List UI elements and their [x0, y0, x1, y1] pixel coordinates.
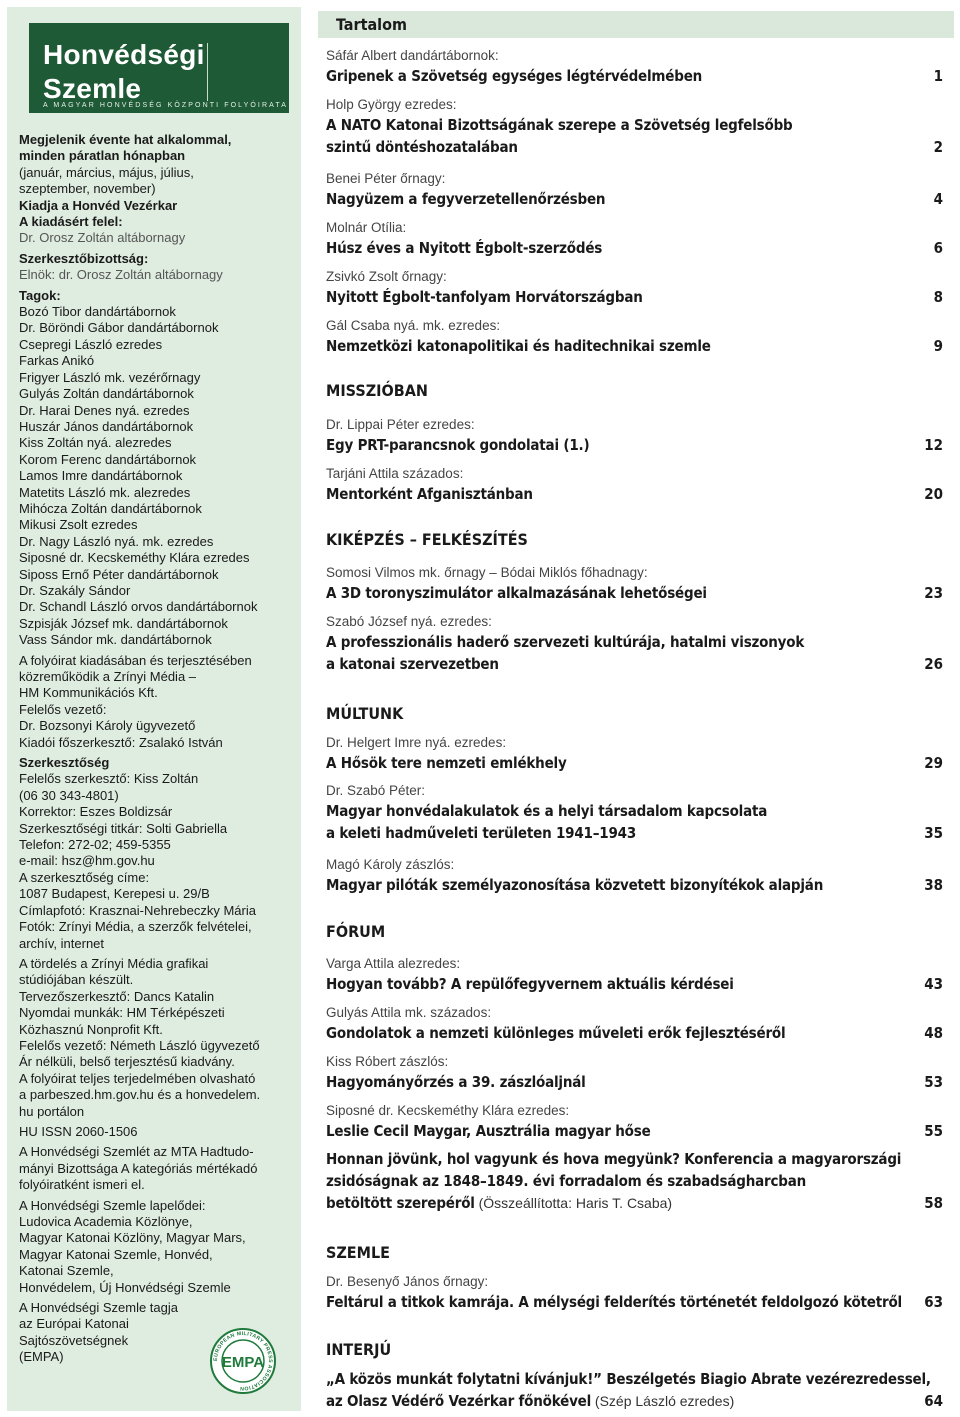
- toc-entry-title: [326, 286, 943, 308]
- toc-entry-title-text: Nemzetközi katonapolitikai és haditechnikai szemle: [326, 337, 711, 355]
- imprint-line: archív, internet: [19, 935, 105, 951]
- masthead-title-line1: Honvédségi: [43, 39, 205, 70]
- toc-entry-title-text: A NATO Katonai Bizottságának szerepe a Szövetség legfelsőbb: [326, 116, 793, 134]
- toc-entry-title-text: A Hősök tere nemzeti emlékhely: [326, 754, 567, 772]
- imprint-line: Felelős szerkesztő: Kiss Zoltán: [19, 771, 199, 787]
- toc-entry[interactable]: [326, 1053, 943, 1093]
- toc-entry-title-text: a katonai szervezetben: [326, 655, 499, 673]
- toc-entry-title-text: A 3D toronyszimulátor alkalmazásának lehetőségei: [326, 584, 707, 602]
- toc-entry[interactable]: [326, 219, 943, 259]
- imprint-line: Elnök: dr. Orosz Zoltán altábornagy: [19, 267, 223, 283]
- toc-entry[interactable]: [326, 782, 943, 844]
- toc-entry[interactable]: [326, 564, 943, 604]
- toc-entry[interactable]: [326, 96, 943, 158]
- toc-entry-author: Zsivkó Zsolt őrnagy:: [326, 269, 447, 284]
- toc-entry-title-text: Húsz éves a Nyitott Égbolt-szerződés: [326, 239, 603, 257]
- imprint-line: Dr. Nagy László nyá. mk. ezredes: [19, 533, 214, 549]
- imprint-line: Szpisják József mk. dandártábornok: [19, 615, 228, 631]
- toc-entry-credit: (Szép László ezredes): [591, 1393, 735, 1409]
- imprint-line: Megjelenik évente hat alkalommal,: [19, 132, 232, 147]
- toc-entry-page-number: 29: [924, 754, 943, 772]
- toc-entry-title-text: Gondolatok a nemzeti különleges műveleti erők fejlesztéséről: [326, 1024, 786, 1042]
- imprint-line: Huszár János dandártábornok: [19, 418, 194, 434]
- imprint-line: A Honvédségi Szemle tagja: [19, 1300, 178, 1316]
- toc-entry-title: [326, 822, 943, 844]
- toc-entry-title: [326, 1120, 943, 1142]
- toc-entry-title: [326, 188, 943, 210]
- imprint-line: Farkas Anikó: [19, 353, 95, 369]
- toc-entry-title: [326, 335, 943, 357]
- imprint-line: (január, március, május, július,: [19, 164, 194, 180]
- toc-section-heading: KIKÉPZÉS – FELKÉSZÍTÉS: [326, 530, 528, 549]
- imprint-line: Katonai Szemle,: [19, 1263, 114, 1279]
- toc-entry-title-text: Feltárul a titkok kamrája. A mélységi felderítés történetét feldolgozó kötetről: [326, 1293, 902, 1311]
- toc-entry[interactable]: [326, 1273, 943, 1313]
- toc-entry-title: [326, 752, 943, 774]
- toc-entry[interactable]: [326, 1148, 943, 1214]
- toc-entry-page-number: 58: [924, 1194, 943, 1212]
- toc-section-heading: SZEMLE: [326, 1243, 390, 1262]
- masthead-divider: [207, 43, 208, 101]
- imprint-line: Dr. Szakály Sándor: [19, 582, 131, 598]
- toc-entry[interactable]: [326, 1102, 943, 1142]
- toc-header: [318, 11, 954, 38]
- imprint-line: Siposs Ernő Péter dandártábornok: [19, 566, 219, 582]
- toc-entry-page-number: 38: [924, 876, 943, 894]
- toc-entry-title: [326, 582, 943, 604]
- emblem-text: EMPA: [221, 1354, 265, 1371]
- imprint-line: Csepregi László ezredes: [19, 336, 163, 352]
- toc-entry-title: [326, 1071, 943, 1093]
- toc-entry[interactable]: [326, 955, 943, 995]
- imprint-line: Fotók: Zrínyi Média, a szerzők felvételei,: [19, 919, 252, 935]
- toc-entry-title: [326, 800, 943, 822]
- imprint-line: Nyomdai munkák: HM Térképészeti: [19, 1005, 225, 1021]
- toc-entry-author: Dr. Besenyő János őrnagy:: [326, 1274, 489, 1289]
- toc-entry-title-text: „A közös munkát folytatni kívánjuk!” Beszélgetés Biagio Abrate vezérezredessel,: [326, 1370, 931, 1388]
- imprint-line: Dr. Orosz Zoltán altábornagy: [19, 230, 186, 246]
- empa-emblem: [209, 1327, 277, 1395]
- imprint-line: Címlapfotó: Krasznai-Nehrebeczky Mária: [19, 902, 256, 918]
- imprint-line: Dr. Böröndi Gábor dandártábornok: [19, 320, 219, 336]
- toc-entry-page-number: 1: [933, 67, 943, 85]
- masthead-subtitle: A MAGYAR HONVÉDSÉG KÖZPONTI FOLYÓIRATA: [43, 102, 288, 109]
- imprint-line: Szerkesztőségi titkár: Solti Gabriella: [19, 820, 228, 836]
- toc-entry-title-text: szintű döntéshozatalában: [326, 138, 518, 156]
- toc-entry-title: [326, 1390, 943, 1412]
- imprint-line: hu portálon: [19, 1103, 85, 1119]
- toc-entry-title-text: Honnan jövünk, hol vagyunk és hova megyünk? Konferencia a magyarországi: [326, 1150, 902, 1168]
- toc-entry-page-number: 63: [924, 1293, 943, 1311]
- toc-entry-author: Tarjáni Attila százados:: [326, 466, 464, 481]
- toc-entry-page-number: 2: [933, 138, 943, 156]
- toc-entry[interactable]: [326, 613, 943, 675]
- toc-entry-author: Gál Csaba nyá. mk. ezredes:: [326, 318, 501, 333]
- toc-entry-title: [326, 65, 943, 87]
- toc-entry[interactable]: [326, 47, 943, 87]
- imprint-line: (EMPA): [19, 1349, 64, 1365]
- imprint-line: Magyar Katonai Közlöny, Magyar Mars,: [19, 1230, 246, 1246]
- imprint-line: stúdiójában készült.: [19, 972, 134, 988]
- imprint-line: Szerkesztőség: [19, 755, 110, 771]
- toc-entry-title: [326, 1291, 943, 1313]
- toc-entry-author: Dr. Helgert Imre nyá. ezredes:: [326, 735, 507, 750]
- toc-entry-title: [326, 874, 943, 896]
- imprint-line: Matetits László mk. alezredes: [19, 484, 191, 500]
- imprint-line: Korom Ferenc dandártábornok: [19, 451, 197, 467]
- toc-entry-page-number: 23: [924, 584, 943, 602]
- imprint-line: 1087 Budapest, Kerepesi u. 29/B: [19, 886, 210, 902]
- toc-entry-title-text: zsidóságnak az 1848–1849. évi forradalom és szabadságharcban: [326, 1172, 807, 1190]
- imprint-line: HM Kommunikációs Kft.: [19, 685, 158, 701]
- imprint-line: szeptember, november): [19, 181, 156, 197]
- imprint-line: Tagok:: [19, 287, 61, 303]
- toc-entry-author: Gulyás Attila mk. százados:: [326, 1005, 492, 1020]
- imprint-line: A folyóirat teljes terjedelmében olvasható: [19, 1070, 256, 1086]
- imprint-line: A kiadásért felel:: [19, 214, 123, 230]
- emblem-ring-text: EUROPEAN MILITARY PRESS ASSOCIATION: [212, 1330, 274, 1392]
- imprint-line: Dr. Schandl László orvos dandártábornok: [19, 599, 258, 615]
- imprint-line: Dr. Bozsonyi Károly ügyvezető: [19, 718, 196, 734]
- toc-entry-author: Holp György ezredes:: [326, 97, 457, 112]
- toc-entry-title-text: Hagyományőrzés a 39. zászlóaljnál: [326, 1073, 586, 1091]
- imprint-line: Kiadja a Honvéd Vezérkar: [19, 197, 178, 213]
- imprint-line: A tördelés a Zrínyi Média grafikai: [19, 955, 209, 971]
- toc-entry-author: Molnár Otília:: [326, 220, 407, 235]
- toc-entry[interactable]: [326, 465, 943, 505]
- imprint-line: Felelős vezető: Németh László ügyvezető: [19, 1037, 260, 1053]
- toc-entry-page-number: 43: [924, 975, 943, 993]
- imprint-line: Siposné dr. Kecskeméthy Klára ezredes: [19, 550, 250, 566]
- toc-entry-title-text: Nagyüzem a fegyverzetellenőrzésben: [326, 190, 606, 208]
- imprint-line: Vass Sándor mk. dandártábornok: [19, 632, 212, 648]
- toc-entry-page-number: 4: [933, 190, 943, 208]
- toc-entry[interactable]: [326, 170, 943, 210]
- toc-entry-author: Sáfár Albert dandártábornok:: [326, 48, 499, 63]
- toc-section-heading: FÓRUM: [326, 922, 386, 941]
- toc-entry-title-text: betöltött szerepéről: [326, 1194, 475, 1212]
- toc-entry[interactable]: [326, 1004, 943, 1044]
- imprint-line: A folyóirat kiadásában és terjesztésében: [19, 652, 252, 668]
- imprint-line: közreműködik a Zrínyi Média –: [19, 669, 197, 684]
- imprint-line: Mikusi Zsolt ezredes: [19, 517, 138, 533]
- toc-entry-title-text: Egy PRT-parancsnok gondolatai (1.): [326, 436, 590, 454]
- toc-entry[interactable]: [326, 317, 943, 357]
- toc-entry-title-text: Hogyan tovább? A repülőfegyvernem aktuális kérdései: [326, 975, 734, 993]
- toc-entry-title-text: az Olasz Védérő Vezérkar főnökével: [326, 1392, 592, 1410]
- imprint-line: a parbeszed.hm.gov.hu és a honvedelem.: [19, 1087, 261, 1103]
- toc-entry-page-number: 53: [924, 1073, 943, 1091]
- toc-entry-title-text: Nyitott Égbolt-tanfolyam Horvátországban: [326, 288, 643, 306]
- toc-entry-title: [326, 114, 943, 136]
- imprint-line: Szerkesztőbizottság:: [19, 250, 149, 266]
- toc-entry-author: Dr. Szabó Péter:: [326, 783, 426, 798]
- toc-entry[interactable]: [326, 734, 943, 774]
- imprint-line: Telefon: 272-02; 459-5355: [19, 837, 171, 853]
- imprint-line: az Európai Katonai: [19, 1316, 129, 1332]
- toc-entry-title-text: Magyar honvédalakulatok és a helyi társadalom kapcsolata: [326, 802, 768, 820]
- toc-entry-title: [326, 483, 943, 505]
- toc-entry-author: Varga Attila alezredes:: [326, 956, 461, 971]
- toc-entry[interactable]: [326, 1368, 943, 1412]
- toc-entry-page-number: 26: [924, 655, 943, 673]
- toc-entry-title-text: a keleti hadműveleti területen 1941–1943: [326, 824, 637, 842]
- imprint-line: Ár nélküli, belső terjesztésű kiadvány.: [19, 1054, 235, 1070]
- toc-entry-author: Somosi Vilmos mk. őrnagy – Bódai Miklós főhadnagy:: [326, 565, 648, 580]
- toc-entry-author: Magó Károly zászlós:: [326, 857, 455, 872]
- toc-entry-page-number: 20: [924, 485, 943, 503]
- toc-entry-title: [326, 237, 943, 259]
- toc-entry-title-text: Leslie Cecil Maygar, Ausztrália magyar hőse: [326, 1122, 651, 1140]
- masthead-title-line2: Szemle: [43, 73, 142, 104]
- toc-entry-author: Siposné dr. Kecskeméthy Klára ezredes:: [326, 1103, 570, 1118]
- toc-entry-title: [326, 434, 943, 456]
- toc-entry-page-number: 9: [933, 337, 943, 355]
- toc-entry-title-text: Magyar pilóták személyazonosítása közvetett bizonyítékok alapján: [326, 876, 824, 894]
- imprint-line: Ludovica Academia Közlönye,: [19, 1214, 193, 1229]
- toc-entry-title-text: Gripenek a Szövetség egységes légtérvédelmében: [326, 67, 703, 85]
- toc-entry-author: Benei Péter őrnagy:: [326, 171, 446, 186]
- toc-title: Tartalom: [336, 15, 407, 34]
- toc-entry-title: [326, 653, 943, 675]
- toc-entry-title: [326, 631, 943, 653]
- imprint-line: Kiss Zoltán nyá. alezredes: [19, 435, 172, 451]
- toc-entry-page-number: 48: [924, 1024, 943, 1042]
- imprint-line: Felelős vezető:: [19, 701, 107, 717]
- imprint-line: mányi Bizottsága A kategóriás mértékadó: [19, 1160, 258, 1176]
- imprint-line: Bozó Tibor dandártábornok: [19, 304, 176, 320]
- imprint-line: folyóiratként ismeri el.: [19, 1177, 145, 1193]
- toc-entry-title: [326, 136, 943, 158]
- toc-entry-author: Kiss Róbert zászlós:: [326, 1054, 449, 1069]
- imprint-line: Kiadói főszerkesztő: Zsalakó István: [19, 734, 223, 750]
- masthead: [29, 23, 289, 113]
- table-of-contents: [318, 7, 954, 1411]
- toc-entry-title-text: A professzionális haderő szervezeti kultúrája, hatalmi viszonyok: [326, 633, 805, 651]
- toc-entry-credit: (Összeállította: Haris T. Csaba): [474, 1195, 673, 1211]
- toc-entry-page-number: 6: [933, 239, 943, 257]
- imprint-text: [19, 132, 295, 1366]
- imprint-line: Mihócza Zoltán dandártábornok: [19, 500, 202, 516]
- imprint-line: A szerkesztőség címe:: [19, 869, 150, 885]
- toc-section-heading: MISSZIÓBAN: [326, 381, 428, 400]
- toc-entry-page-number: 35: [924, 824, 943, 842]
- imprint-line: (06 30 343-4801): [19, 787, 119, 803]
- toc-entry-page-number: 64: [924, 1392, 943, 1410]
- imprint-line: Korrektor: Eszes Boldizsár: [19, 804, 173, 820]
- imprint-line: A Honvédségi Szemlét az MTA Hadtudo-: [19, 1144, 254, 1160]
- imprint-line: Gulyás Zoltán dandártábornok: [19, 386, 194, 402]
- imprint-line: Honvédelem, Új Honvédségi Szemle: [19, 1279, 231, 1295]
- imprint-line: Sajtószövetségnek: [19, 1332, 129, 1348]
- toc-entry-page-number: 8: [933, 288, 943, 306]
- imprint-sidebar: [7, 7, 301, 1411]
- imprint-line: Dr. Harai Denes nyá. ezredes: [19, 402, 190, 418]
- toc-entry-title-text: Mentorként Afganisztánban: [326, 485, 533, 503]
- imprint-line: e-mail: hsz@hm.gov.hu: [19, 853, 155, 869]
- toc-section-heading: MÚLTUNK: [326, 704, 404, 723]
- toc-entry-title: [326, 1170, 943, 1192]
- toc-entry-author: Dr. Lippai Péter ezredes:: [326, 417, 475, 432]
- imprint-line: Közhasznú Nonprofit Kft.: [19, 1021, 163, 1037]
- imprint-line: Frigyer László mk. vezérőrnagy: [19, 369, 201, 385]
- toc-entry[interactable]: [326, 416, 943, 456]
- toc-entry-title: [326, 1148, 943, 1170]
- imprint-line: Tervezőszerkesztő: Dancs Katalin: [19, 988, 215, 1004]
- toc-entry-page-number: 12: [924, 436, 943, 454]
- toc-entry-page-number: 55: [924, 1122, 943, 1140]
- toc-entry[interactable]: [326, 268, 943, 308]
- toc-entry-title: [326, 1022, 943, 1044]
- toc-section-heading: INTERJÚ: [326, 1340, 392, 1359]
- toc-entry-title: [326, 973, 943, 995]
- toc-entry[interactable]: [326, 856, 943, 896]
- imprint-line: Magyar Katonai Szemle, Honvéd,: [19, 1246, 213, 1262]
- toc-entry-title: [326, 1192, 943, 1214]
- toc-entry-author: Szabó József nyá. ezredes:: [326, 614, 492, 629]
- toc-entry-title: [326, 1368, 943, 1390]
- imprint-line: minden páratlan hónapban: [19, 148, 186, 164]
- imprint-line: A Honvédségi Szemle lapelődei:: [19, 1197, 206, 1213]
- imprint-line: HU ISSN 2060-1506: [19, 1123, 138, 1139]
- imprint-line: Lamos Imre dandártábornok: [19, 468, 183, 484]
